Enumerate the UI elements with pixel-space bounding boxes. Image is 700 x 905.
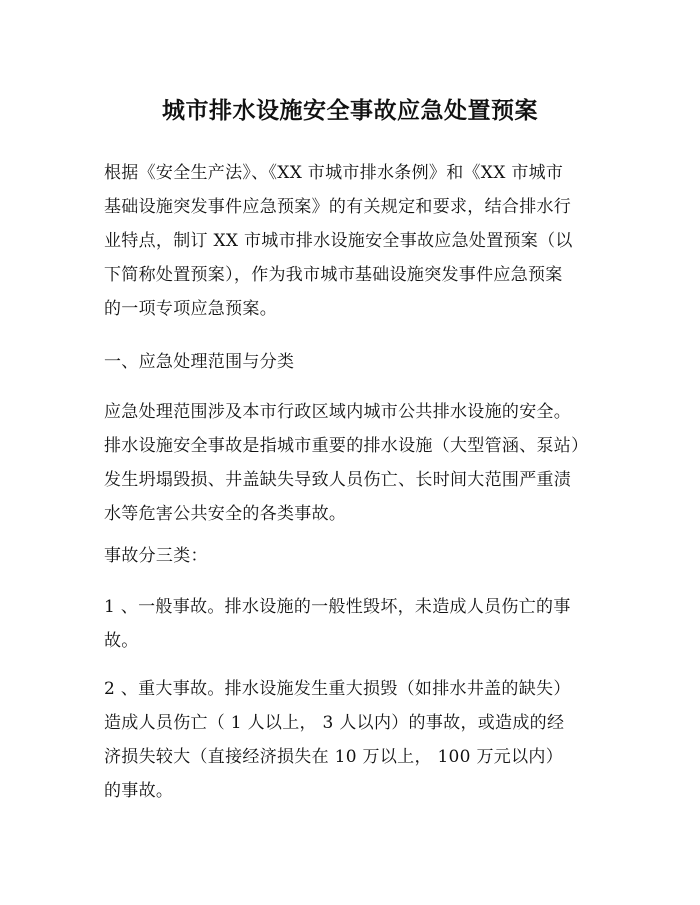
- item-2-paragraph: [104, 672, 624, 808]
- intro-line-1: 根据《安全生产法》、《XX 市城市排水条例》和《XX 市城市: [104, 163, 564, 183]
- classification-paragraph: [104, 539, 624, 573]
- intro-line-5: 的一项专项应急预案。: [104, 299, 277, 319]
- classification-intro: 事故分三类：: [104, 546, 208, 566]
- section-heading: [104, 345, 624, 379]
- scope-line-2: 排水设施安全事故是指城市重要的排水设施（大型管涵、泵站）: [104, 436, 589, 456]
- item-2-line-3: 济损失较大（直接经济损失在 10 万以上， 100 万元以内）: [104, 747, 563, 767]
- intro-line-3: 业特点，制订 XX 市城市排水设施安全事故应急处置预案（以: [104, 231, 573, 251]
- intro-line-4: 下简称处置预案），作为我市城市基础设施突发事件应急预案: [104, 265, 563, 285]
- scope-paragraph: [104, 395, 624, 531]
- item-2-line-4: 的事故。: [104, 781, 174, 801]
- scope-line-4: 水等危害公共安全的各类事故。: [104, 504, 347, 524]
- item-1-line-2: 故。: [104, 631, 139, 651]
- section-1-heading: 一、应急处理范围与分类: [104, 352, 295, 372]
- item-2-line-2: 造成人员伤亡（ 1 人以上， 3 人以内）的事故，或造成的经: [104, 713, 565, 733]
- scope-line-3: 发生坍塌毁损、井盖缺失导致人员伤亡、长时间大范围严重渍: [104, 470, 572, 490]
- scope-line-1: 应急处理范围涉及本市行政区域内城市公共排水设施的安全。: [104, 402, 572, 422]
- intro-line-2: 基础设施突发事件应急预案》的有关规定和要求，结合排水行: [104, 197, 572, 217]
- document-title: 城市排水设施安全事故应急处置预案: [162, 98, 538, 124]
- item-1-line-1: 1 、一般事故。排水设施的一般性毁坏，未造成人员伤亡的事: [104, 597, 571, 617]
- item-1-paragraph: [104, 590, 624, 658]
- item-2-line-1: 2 、重大事故。排水设施发生重大损毁（如排水井盖的缺失）: [104, 679, 571, 699]
- intro-paragraph: [104, 156, 624, 326]
